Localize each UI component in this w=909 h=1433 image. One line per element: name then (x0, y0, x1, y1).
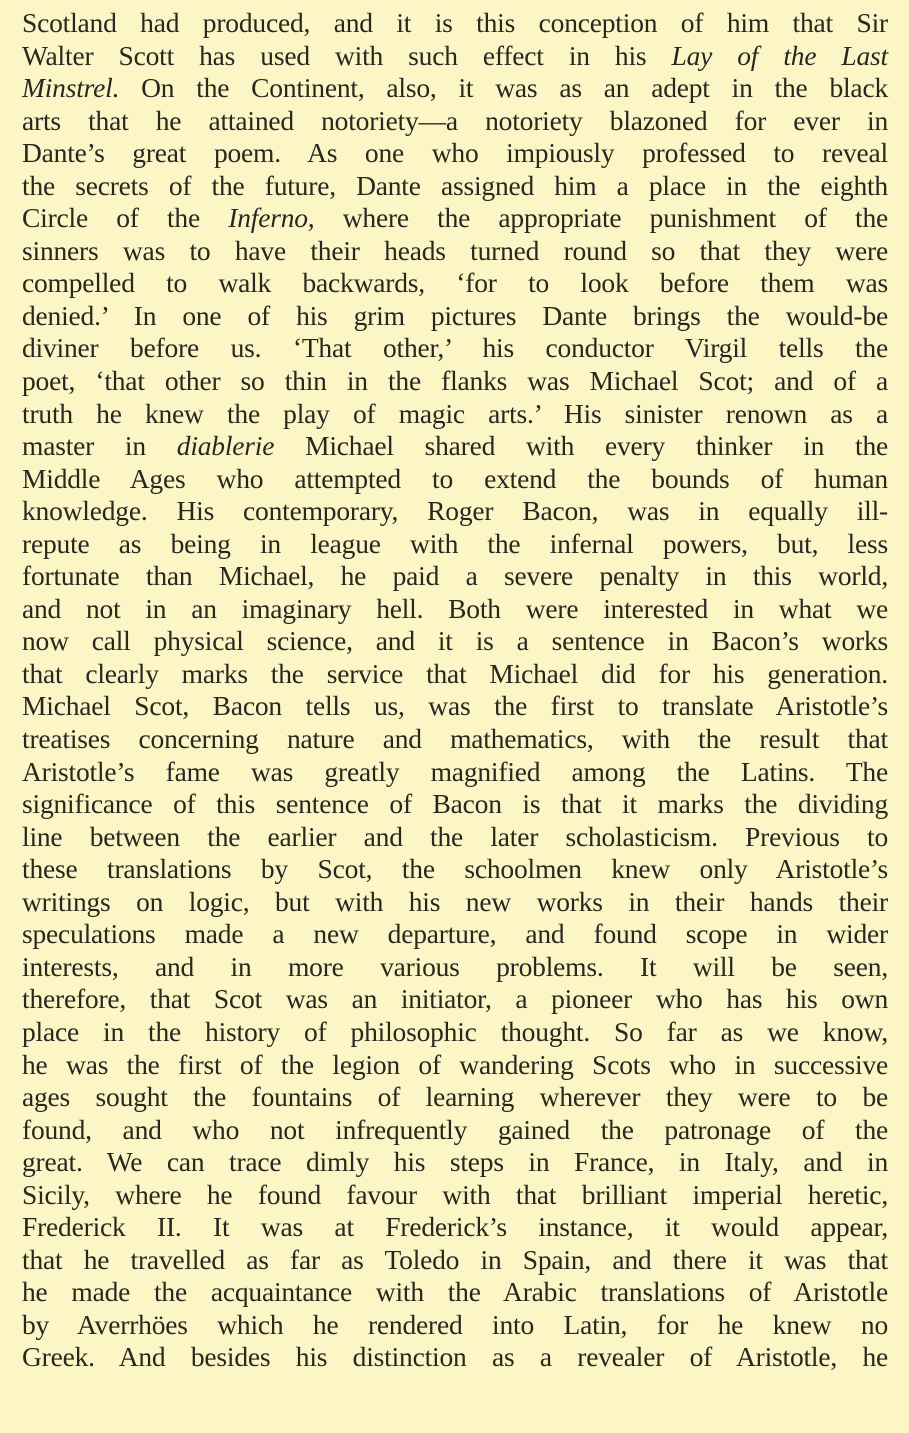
text-segment: these translations by Scot, the schoolmen knew only Aristotle’s (22, 853, 888, 885)
text-segment: he made the acquaintance with the Arabic translations of Aristotle (22, 1276, 888, 1308)
text-segment: ages sought the fountains of learning wherever they were to be (22, 1081, 888, 1113)
text-segment: On the Continent, also, it was as an adept in the black (119, 72, 888, 104)
text-line (22, 918, 888, 951)
text-segment: now call physical science, and it is a sentence in Bacon’s works (22, 625, 888, 657)
text-line (22, 1211, 888, 1244)
text-segment: Walter Scott has used with such effect in his (22, 39, 672, 71)
text-segment: great. We can trace dimly his steps in France, in Italy, and in (22, 1146, 888, 1178)
text-line (22, 202, 888, 235)
text-line (22, 235, 888, 268)
text-line (22, 365, 888, 398)
text-segment: compelled to walk backwards, ‘for to look before them was (22, 267, 888, 299)
text-line (22, 886, 888, 919)
text-line (22, 756, 888, 789)
text-line (22, 1276, 888, 1309)
text-line (22, 137, 888, 170)
text-segment: that he travelled as far as Toledo in Spain, and there it was that (22, 1243, 888, 1275)
text-line (22, 1114, 888, 1147)
text-line (22, 332, 888, 365)
text-segment: that clearly marks the service that Michael did for his generation. (22, 657, 888, 689)
book-page-text (22, 7, 888, 1374)
text-segment: knowledge. His contemporary, Roger Bacon, was in equally ill- (22, 495, 888, 527)
text-line (22, 170, 888, 203)
text-segment: line between the earlier and the later scholasticism. Previous to (22, 820, 888, 852)
text-line (22, 658, 888, 691)
text-line (22, 560, 888, 593)
text-line (22, 463, 888, 496)
text-segment: and not in an imaginary hell. Both were interested in what we (22, 592, 888, 624)
text-segment: writings on logic, but with his new works in their hands their (22, 885, 888, 917)
text-segment: speculations made a new departure, and found scope in wider (22, 918, 888, 950)
text-segment: Middle Ages who attempted to extend the bounds of human (22, 462, 888, 494)
text-line (22, 1081, 888, 1114)
text-line (22, 495, 888, 528)
text-line (22, 625, 888, 658)
text-segment: master in (22, 430, 177, 462)
text-line (22, 853, 888, 886)
text-line (22, 723, 888, 756)
text-segment: he was the first of the legion of wandering Scots who in successive (22, 1048, 888, 1080)
text-line (22, 983, 888, 1016)
text-line (22, 788, 888, 821)
text-line (22, 7, 888, 40)
italic-text: Minstrel. (22, 72, 120, 104)
text-line (22, 690, 888, 723)
text-line (22, 72, 888, 105)
text-line (22, 398, 888, 431)
text-line (22, 1309, 888, 1342)
text-segment: sinners was to have their heads turned round so that they were (22, 234, 888, 266)
text-line (22, 300, 888, 333)
text-line (22, 1016, 888, 1049)
text-segment: denied.’ In one of his grim pictures Dante brings the would-be (22, 299, 888, 331)
text-segment: Sicily, where he found favour with that brilliant imperial heretic, (22, 1178, 888, 1210)
text-segment: Circle of the (22, 202, 229, 234)
text-segment: poet, ‘that other so thin in the flanks was Michael Scot; and of a (22, 365, 888, 397)
text-line (22, 593, 888, 626)
text-segment: treatises concerning nature and mathematics, with the result that (22, 723, 888, 755)
italic-text: Inferno, (228, 202, 315, 234)
text-line (22, 951, 888, 984)
text-segment: fortunate than Michael, he paid a severe penalty in this world, (22, 560, 888, 592)
text-line (22, 1341, 888, 1374)
text-segment: Dante’s great poem. As one who impiously professed to reveal (22, 137, 888, 169)
italic-text: diablerie (176, 430, 275, 462)
text-segment: truth he knew the play of magic arts.’ His sinister renown as a (22, 397, 888, 429)
text-segment: significance of this sentence of Bacon is that it marks the dividing (22, 788, 888, 820)
text-line (22, 105, 888, 138)
text-line (22, 40, 888, 73)
text-segment: repute as being in league with the infernal powers, but, less (22, 527, 888, 559)
text-line (22, 1179, 888, 1212)
text-segment: arts that he attained notoriety—a notoriety blazoned for ever in (22, 104, 888, 136)
text-segment: the secrets of the future, Dante assigned him a place in the eighth (22, 169, 888, 201)
text-line (22, 267, 888, 300)
text-segment: Michael Scot, Bacon tells us, was the first to translate Aristotle’s (22, 690, 888, 722)
text-segment: place in the history of philosophic thought. So far as we know, (22, 1015, 888, 1047)
text-segment: Greek. And besides his distinction as a revealer of Aristotle, he (22, 1341, 888, 1373)
text-segment: by Averrhöes which he rendered into Latin, for he knew no (22, 1308, 888, 1340)
text-line (22, 1049, 888, 1082)
text-segment: found, and who not infrequently gained the patronage of the (22, 1113, 888, 1145)
text-line (22, 821, 888, 854)
text-segment: Scotland had produced, and it is this conception of him that Sir (22, 7, 888, 38)
text-line (22, 430, 888, 463)
text-line (22, 1244, 888, 1277)
text-segment: where the appropriate punishment of the (314, 202, 888, 234)
text-line (22, 528, 888, 561)
italic-text: Lay of the Last (671, 39, 889, 71)
text-segment: diviner before us. ‘That other,’ his conductor Virgil tells the (22, 332, 888, 364)
text-segment: Frederick II. It was at Frederick’s instance, it would appear, (22, 1211, 888, 1243)
text-segment: therefore, that Scot was an initiator, a pioneer who has his own (22, 983, 888, 1015)
text-segment: Michael shared with every thinker in the (274, 430, 888, 462)
text-segment: interests, and in more various problems. It will be seen, (22, 950, 888, 982)
text-line (22, 1146, 888, 1179)
text-segment: Aristotle’s fame was greatly magnified among the Latins. The (22, 755, 888, 787)
